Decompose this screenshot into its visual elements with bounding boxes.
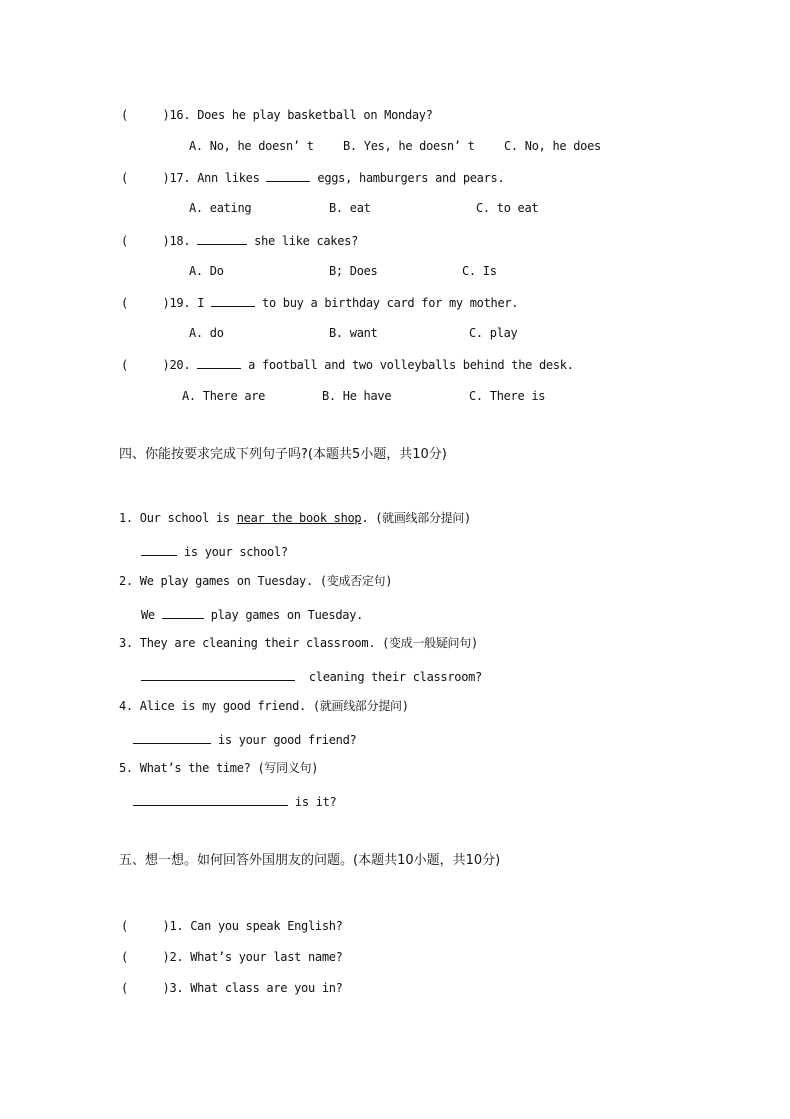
answer-paren[interactable]: ( ) xyxy=(121,950,170,964)
option-c: C. play xyxy=(469,326,518,340)
answer-blank[interactable] xyxy=(141,668,295,681)
rewrite-answer-1: is your school? xyxy=(141,543,288,560)
rewrite-prompt-1: 1. Our school is near the book shop. (就画线部分提问) xyxy=(119,511,471,525)
rewrite-answer-3: cleaning their classroom? xyxy=(141,668,482,685)
answer-paren[interactable]: ( ) xyxy=(121,108,170,122)
answer-blank[interactable] xyxy=(141,543,177,556)
answer-question-3: ( )3. What class are you in? xyxy=(121,981,343,995)
question-19: ( )19. I to buy a birthday card for my mother. xyxy=(121,296,519,310)
option-a: A. do xyxy=(189,326,224,340)
option-a: A. There are xyxy=(182,389,266,403)
question-17: ( )17. Ann likes eggs, hamburgers and pears. xyxy=(121,171,505,185)
question-20: ( )20. a football and two volleyballs behind the desk. xyxy=(121,358,574,372)
option-b: B. He have xyxy=(322,389,392,403)
rewrite-answer-2: We play games on Tuesday. xyxy=(141,608,364,622)
section-five-heading: 五、想一想。如何回答外国朋友的问题。(本题共10小题，共10分) xyxy=(119,853,501,868)
answer-paren[interactable]: ( ) xyxy=(121,296,170,310)
answer-blank[interactable] xyxy=(133,793,288,806)
option-c: C. There is xyxy=(469,389,546,403)
answer-blank[interactable] xyxy=(133,731,211,744)
option-b: B; Does xyxy=(329,264,378,278)
answer-paren[interactable]: ( ) xyxy=(121,919,170,933)
option-a: A. No, he doesn’ t xyxy=(189,139,314,153)
rewrite-prompt-3: 3. They are cleaning their classroom. (变成一般疑问句) xyxy=(119,636,478,650)
option-a: A. eating xyxy=(189,201,252,215)
option-b: B. Yes, he doesn’ t xyxy=(343,139,475,153)
underlined-phrase: near the book shop xyxy=(236,511,362,525)
fill-blank[interactable] xyxy=(197,232,247,245)
question-18: ( )18. she like cakes? xyxy=(121,234,359,248)
answer-paren[interactable]: ( ) xyxy=(121,358,170,372)
section-four-heading: 四、你能按要求完成下列句子吗?(本题共5小题，共10分) xyxy=(119,447,447,462)
option-b: B. eat xyxy=(329,201,371,215)
fill-blank[interactable] xyxy=(211,294,255,307)
option-a: A. Do xyxy=(189,264,224,278)
answer-paren[interactable]: ( ) xyxy=(121,171,170,185)
answer-question-1: ( )1. Can you speak English? xyxy=(121,919,343,933)
answer-paren[interactable]: ( ) xyxy=(121,234,170,248)
option-c: C. to eat xyxy=(476,201,539,215)
question-16: ( )16. Does he play basketball on Monday? xyxy=(121,108,433,122)
answer-blank[interactable] xyxy=(162,606,204,619)
rewrite-answer-5: is it? xyxy=(133,793,336,810)
fill-blank[interactable] xyxy=(197,356,241,369)
rewrite-prompt-2: 2. We play games on Tuesday. (变成否定句) xyxy=(119,574,393,588)
fill-blank[interactable] xyxy=(266,169,310,182)
rewrite-answer-4: is your good friend? xyxy=(133,731,356,748)
rewrite-prompt-5: 5. What’s the time? (写同义句) xyxy=(119,761,319,775)
answer-paren[interactable]: ( ) xyxy=(121,981,170,995)
answer-question-2: ( )2. What’s your last name? xyxy=(121,950,343,964)
option-c: C. Is xyxy=(462,264,497,278)
option-c: C. No, he does xyxy=(504,139,601,153)
option-b: B. want xyxy=(329,326,378,340)
rewrite-prompt-4: 4. Alice is my good friend. (就画线部分提问) xyxy=(119,699,409,713)
